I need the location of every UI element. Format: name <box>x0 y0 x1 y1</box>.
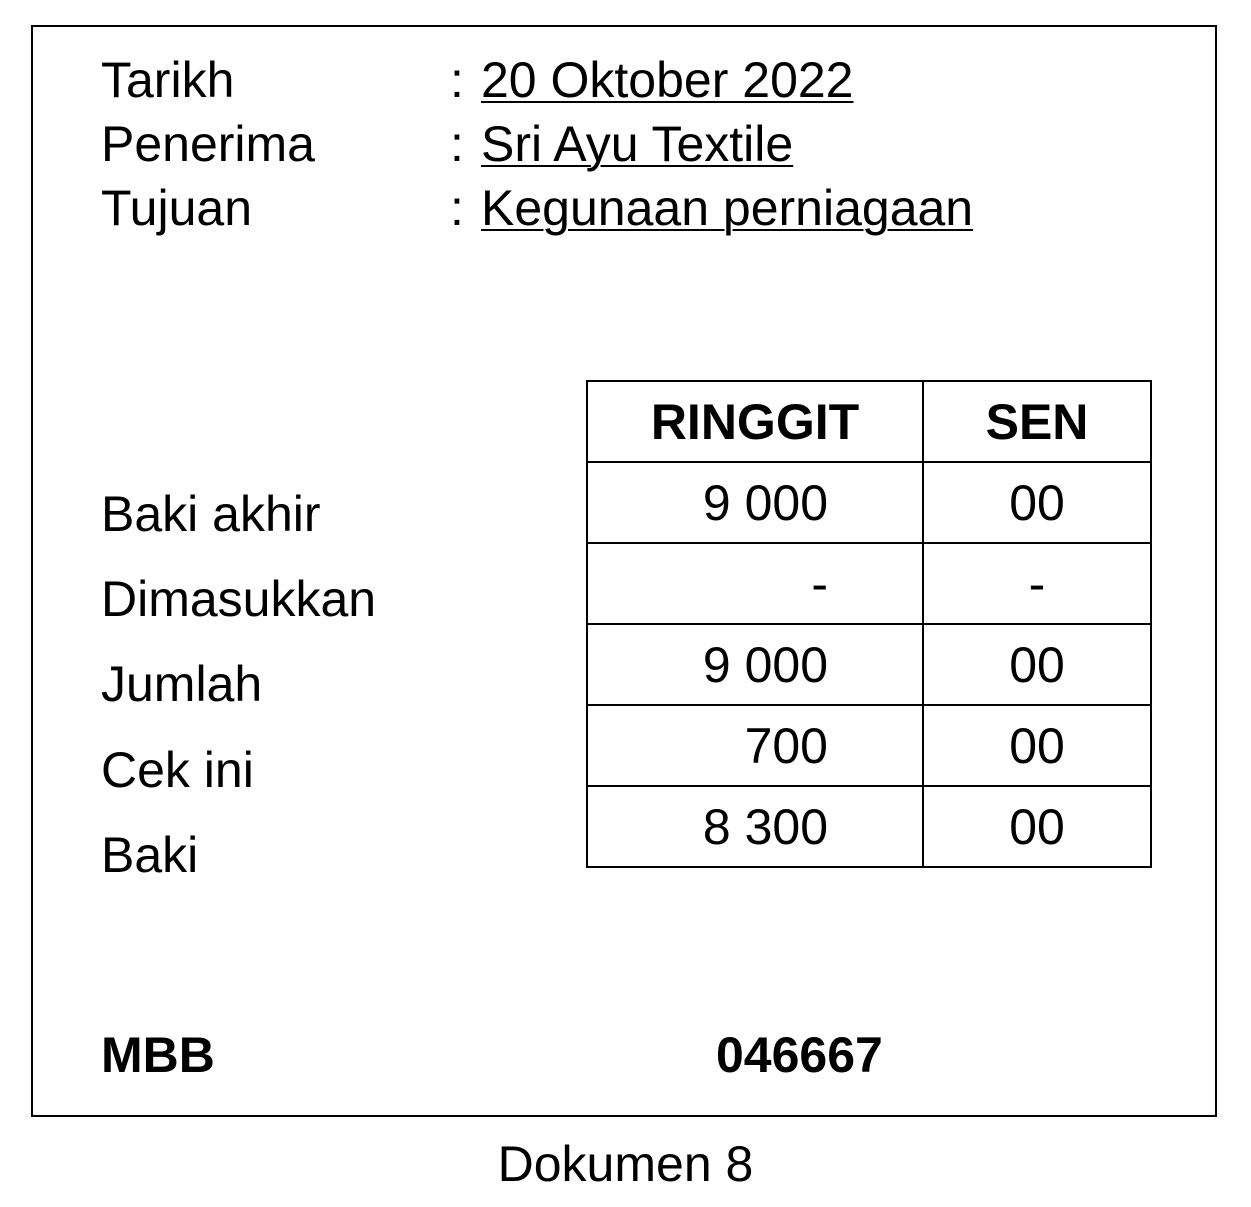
column-header-ringgit: RINGGIT <box>587 381 923 462</box>
table-row <box>587 543 1151 624</box>
table-row <box>587 624 1151 705</box>
date-colon: : <box>450 52 464 108</box>
ringgit-cell: 700 <box>587 705 923 786</box>
recipient-colon: : <box>450 116 464 172</box>
document-caption: Dokumen 8 <box>497 1136 754 1192</box>
sen-cell: - <box>923 543 1151 624</box>
purpose-label: Tujuan <box>101 180 253 236</box>
sen-cell: 00 <box>923 786 1151 867</box>
date-label: Tarikh <box>101 52 235 108</box>
ringgit-cell: - <box>587 543 923 624</box>
column-header-sen: SEN <box>923 381 1151 462</box>
table-row <box>587 786 1151 867</box>
sen-cell: 00 <box>923 624 1151 705</box>
row-label-jumlah: Jumlah <box>101 656 263 712</box>
row-label-dimasukkan: Dimasukkan <box>101 571 377 627</box>
ringgit-cell: 9 000 <box>587 624 923 705</box>
recipient-label: Penerima <box>101 116 315 172</box>
table-row <box>587 705 1151 786</box>
bank-code: MBB <box>101 1027 215 1083</box>
row-label-baki-akhir: Baki akhir <box>101 486 321 542</box>
cheque-number: 046667 <box>716 1027 883 1083</box>
ringgit-cell: 9 000 <box>587 462 923 543</box>
sen-cell: 00 <box>923 705 1151 786</box>
recipient-value: Sri Ayu Textile <box>481 116 794 172</box>
sen-cell: 00 <box>923 462 1151 543</box>
row-label-baki: Baki <box>101 827 199 883</box>
date-value: 20 Oktober 2022 <box>481 52 854 108</box>
amounts-table <box>586 380 1152 868</box>
purpose-colon: : <box>450 180 464 236</box>
purpose-value: Kegunaan perniagaan <box>481 180 974 236</box>
row-label-cek-ini: Cek ini <box>101 742 254 798</box>
table-header-row <box>587 381 1151 462</box>
table-row <box>587 462 1151 543</box>
ringgit-cell: 8 300 <box>587 786 923 867</box>
